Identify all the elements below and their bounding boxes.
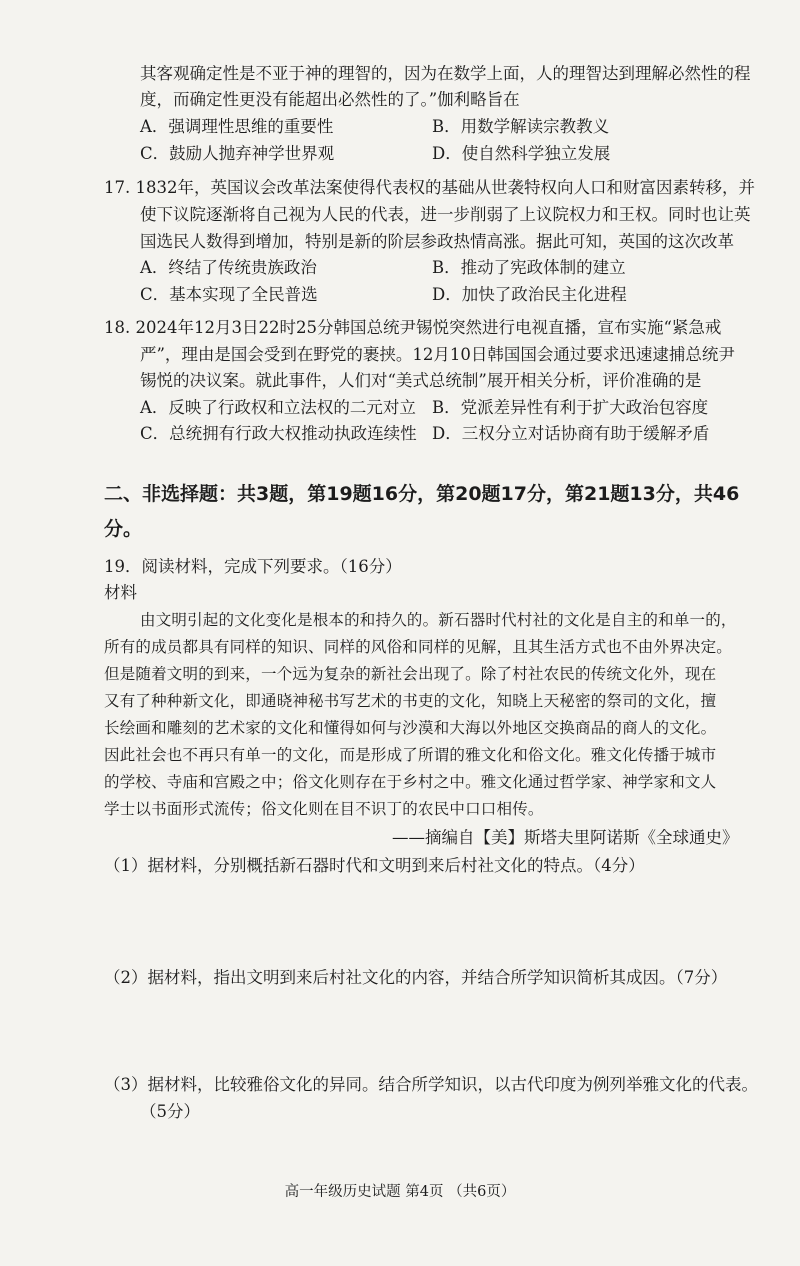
q16-option-b: B．用数学解读宗教教义 xyxy=(432,117,610,136)
q17-line-2: 使下议院逐渐将自己视为人民的代表，进一步削弱了上议院权力和王权。同时也让英 xyxy=(140,205,751,224)
material-line-4: 又有了种种新文化，即通晓神秘书写艺术的书吏的文化，知晓上天秘密的祭司的文化，擅 xyxy=(104,692,717,710)
q17-line-1: 17. 1832年，英国议会改革法案使得代表权的基础从世袭特权向人口和财富因素转移，并 xyxy=(104,178,755,197)
material-line-3: 但是随着文明的到来，一个远为复杂的新社会出现了。除了村社农民的传统文化外，现在 xyxy=(104,665,717,683)
section-heading-cont: 分。 xyxy=(104,518,143,540)
material-line-8: 学士以书面形式流传；俗文化则在目不识丁的农民中口口相传。 xyxy=(104,800,544,818)
q16-option-a: A．强调理性思维的重要性 xyxy=(140,117,334,136)
q18-option-c: C．总统拥有行政大权推动执政连续性 xyxy=(140,424,417,443)
q19-title: 19．阅读材料，完成下列要求。（16分） xyxy=(104,557,402,576)
material-source: ——摘编自【美】斯塔夫里阿诺斯《全球通史》 xyxy=(392,828,739,847)
q16-option-d: D．使自然科学独立发展 xyxy=(432,144,611,163)
q18-option-d: D．三权分立对话协商有助于缓解矛盾 xyxy=(432,424,710,443)
material-line-1: 由文明引起的文化变化是根本的和持久的。新石器时代村社的文化是自主的和单一的， xyxy=(140,611,737,629)
q18-option-b: B．党派差异性有利于扩大政治包容度 xyxy=(432,398,709,417)
q17-option-b: B．推动了宪政体制的建立 xyxy=(432,258,626,277)
q17-option-d: D．加快了政治民主化进程 xyxy=(432,285,627,304)
q18-option-a: A．反映了行政权和立法权的二元对立 xyxy=(140,398,416,417)
material-label: 材料 xyxy=(104,583,137,602)
q16-line-1: 其客观确定性是不亚于神的理智的，因为在数学上面，人的理智达到理解必然性的程 xyxy=(140,64,751,83)
q19-sub-2: （2）据材料，指出文明到来后村社文化的内容，并结合所学知识简析其成因。（7分） xyxy=(104,968,728,987)
material-line-5: 长绘画和雕刻的艺术家的文化和懂得如何与沙漠和大海以外地区交换商品的商人的文化。 xyxy=(104,719,717,737)
q17-line-3: 国选民人数得到增加，特别是新的阶层参政热情高涨。据此可知，英国的这次改革 xyxy=(140,232,734,251)
q16-option-c: C．鼓励人抛弃神学世界观 xyxy=(140,144,335,163)
q18-line-2: 严”，理由是国会受到在野党的裹挟。12月10日韩国国会通过要求迅速逮捕总统尹 xyxy=(140,345,735,364)
material-line-6: 因此社会也不再只有单一的文化，而是形成了所谓的雅文化和俗文化。雅文化传播于城市 xyxy=(104,746,717,764)
q19-sub-3: （3）据材料，比较雅俗文化的异同。结合所学知识，以古代印度为例列举雅文化的代表。 xyxy=(104,1075,758,1094)
q18-line-1: 18. 2024年12月3日22时25分韩国总统尹锡悦突然进行电视直播，宣布实施“紧急戒 xyxy=(104,318,722,337)
q16-line-2: 度，而确定性更没有能超出必然性的了。”伽利略旨在 xyxy=(140,90,520,109)
material-line-2: 所有的成员都具有同样的知识、同样的风俗和同样的见解，且其生活方式也不由外界决定。 xyxy=(104,638,733,656)
q19-sub-3-cont: （5分） xyxy=(140,1102,200,1121)
page-footer: 高一年级历史试题 第4页 （共6页） xyxy=(284,1184,516,1200)
q19-sub-1: （1）据材料，分别概括新石器时代和文明到来后村社文化的特点。（4分） xyxy=(104,856,645,875)
q17-option-c: C．基本实现了全民普选 xyxy=(140,285,318,304)
q18-line-3: 锡悦的决议案。就此事件，人们对“美式总统制”展开相关分析，评价准确的是 xyxy=(140,371,702,390)
q17-option-a: A．终结了传统贵族政治 xyxy=(140,258,317,277)
material-line-7: 的学校、寺庙和宫殿之中；俗文化则存在于乡村之中。雅文化通过哲学家、神学家和文人 xyxy=(104,773,717,791)
section-heading: 二、非选择题：共3题，第19题16分，第20题17分，第21题13分，共46 xyxy=(104,483,740,505)
